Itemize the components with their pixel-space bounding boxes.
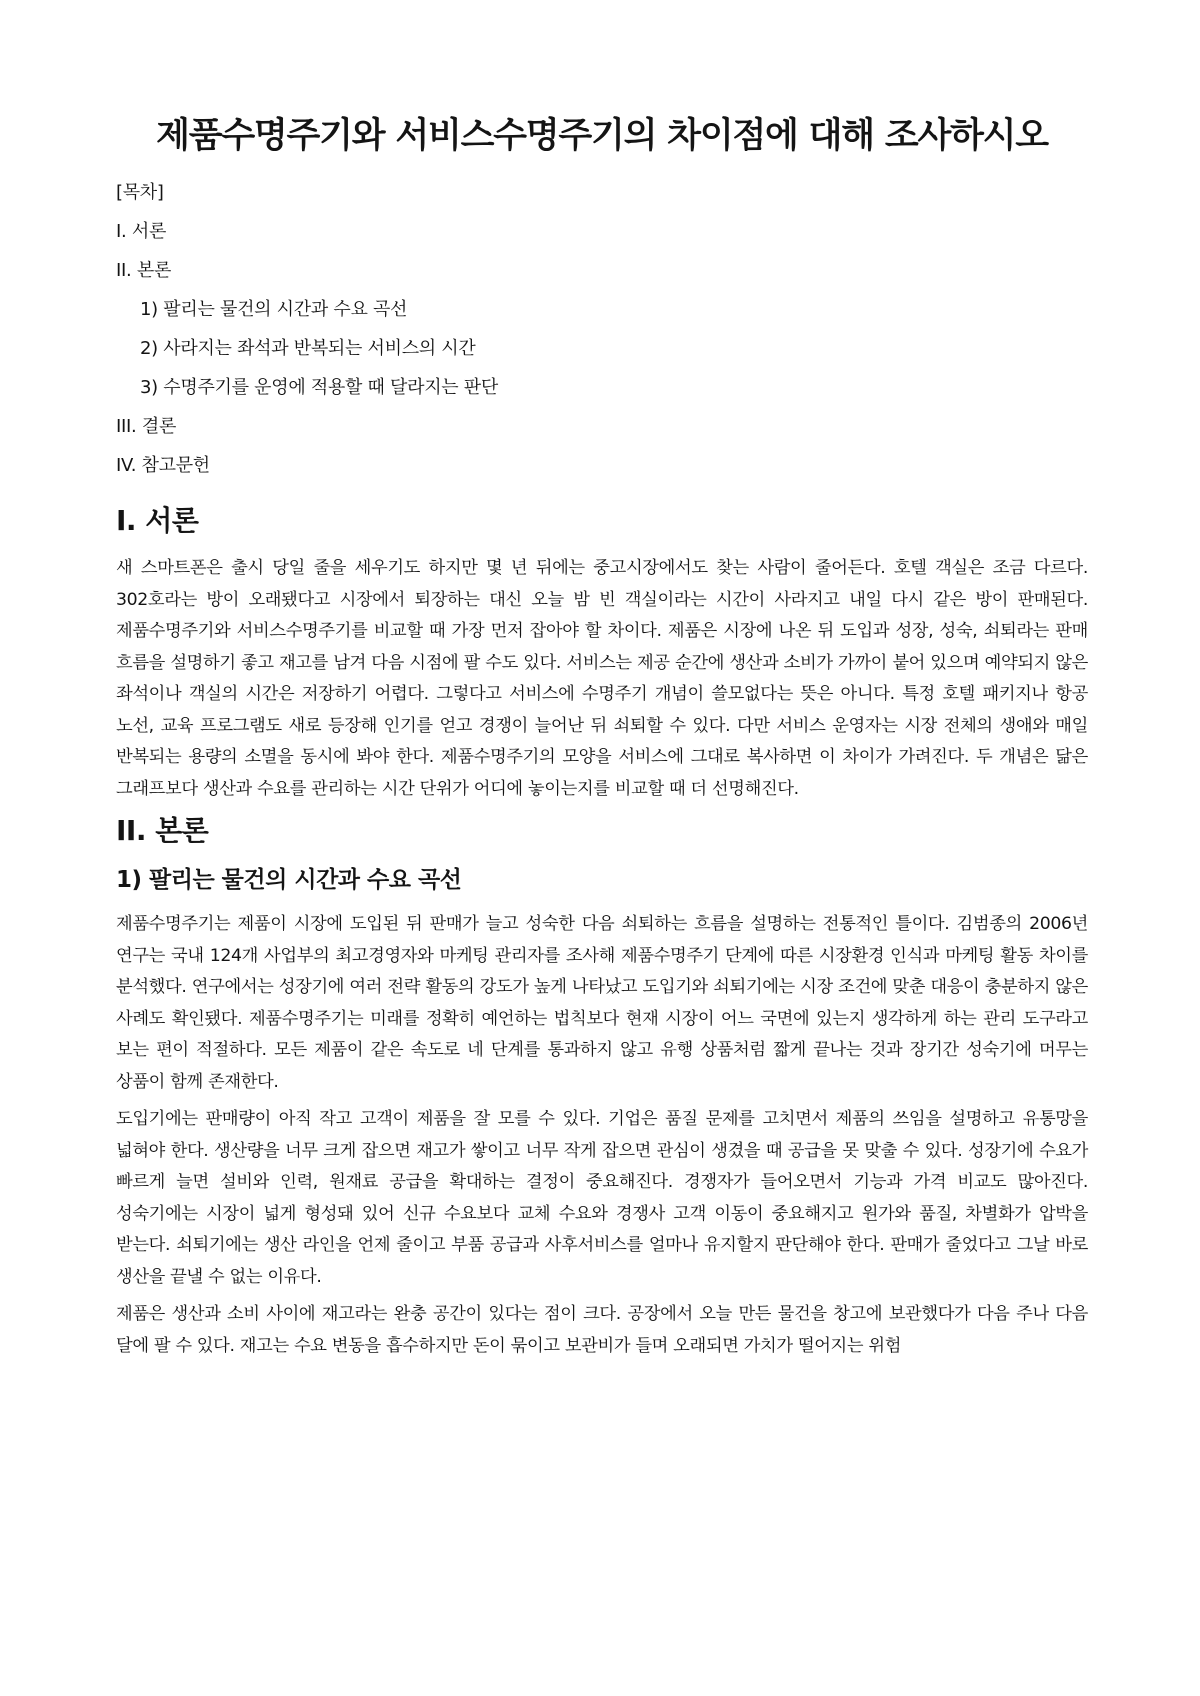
body-heading: II. 본론 [116,814,209,847]
intro-heading: I. 서론 [116,504,199,537]
body-paragraph: 제품은 생산과 소비 사이에 재고라는 완충 공간이 있다는 점이 크다. 공장에서 오늘 만든 물건을 창고에 보관했다가 다음 주나 다음 달에 팔 수 있다. 재고는 수요 변동을 흡수하지만 돈이 묶이고 보관비가 들며 오래되면 가치가 떨어지는 위험 [116,1304,1088,1356]
toc-subitem: 1) 팔리는 물건의 시간과 수요 곡선 [140,299,408,320]
toc-item: I. 서론 [116,221,167,242]
body-paragraph: 도입기에는 판매량이 아직 작고 고객이 제품을 잘 모를 수 있다. 기업은 품질 문제를 고치면서 제품의 쓰임을 설명하고 유통망을 넓혀야 한다. 생산량을 너무 크게 잡으면 재고가 쌓이고 너무 작게 잡으면 관심이 생겼을 때 공급을 못 맞출 수 있다. 성장기에 수요가 빠르게 늘면 설비와 인력, 원재료 공급을 확대하는 결정이 중요해진다. 경쟁자가 들어오면서 기능과 가격 비교도 많아진다. 성숙기에는 시장이 넓게 형성돼 있어 신규 수요보다 교체 수요와 경쟁사 고객 이동이 중요해지고 원가와 품질, 차별화가 압박을 받는다. 쇠퇴기에는 생산 라인을 언제 줄이고 부품 공급과 사후서비스를 얼마나 유지할지 판단해야 한다. 판매가 줄었다고 그날 바로 생산을 끝낼 수 없는 이유다. [116,1109,1088,1287]
body-paragraph: 제품수명주기는 제품이 시장에 도입된 뒤 판매가 늘고 성숙한 다음 쇠퇴하는 흐름을 설명하는 전통적인 틀이다. 김범종의 2006년 연구는 국내 124개 사업부의 최고경영자와 마케팅 관리자를 조사해 제품수명주기 단계에 따른 시장환경 인식과 마케팅 활동 차이를 분석했다. 연구에서는 성장기에 여러 전략 활동의 강도가 높게 나타났고 도입기와 쇠퇴기에는 시장 조건에 맞춘 대응이 충분하지 않은 사례도 확인됐다. 제품수명주기는 미래를 정확히 예언하는 법칙보다 현재 시장이 어느 국면에 있는지 생각하게 하는 관리 도구라고 보는 편이 적절하다. 모든 제품이 같은 속도로 네 단계를 통과하지 않고 유행 상품처럼 짧게 끝나는 것과 장기간 성숙기에 머무는 상품이 함께 존재한다. [116,914,1088,1092]
toc-subitem: 3) 수명주기를 운영에 적용할 때 달라지는 판단 [140,377,498,398]
document-title: 제품수명주기와 서비스수명주기의 차이점에 대해 조사하시오 [156,116,1048,156]
toc-item: II. 본론 [116,260,172,281]
table-of-contents [116,182,1088,477]
toc-item: III. 결론 [116,416,177,437]
intro-paragraph: 새 스마트폰은 출시 당일 줄을 세우기도 하지만 몇 년 뒤에는 중고시장에서도 찾는 사람이 줄어든다. 호텔 객실은 조금 다르다. 302호라는 방이 오래됐다고 시장에서 퇴장하는 대신 오늘 밤 빈 객실이라는 시간이 사라지고 내일 다시 같은 방이 판매된다. 제품수명주기와 서비스수명주기를 비교할 때 가장 먼저 잡아야 할 차이다. 제품은 시장에 나온 뒤 도입과 성장, 성숙, 쇠퇴라는 판매 흐름을 설명하기 좋고 재고를 남겨 다음 시점에 팔 수도 있다. 서비스는 제공 순간에 생산과 소비가 가까이 붙어 있으며 예약되지 않은 좌석이나 객실의 시간은 저장하기 어렵다. 그렇다고 서비스에 수명주기 개념이 쓸모없다는 뜻은 아니다. 특정 호텔 패키지나 항공 노선, 교육 프로그램도 새로 등장해 인기를 얻고 경쟁이 늘어난 뒤 쇠퇴할 수 있다. 다만 서비스 운영자는 시장 전체의 생애와 매일 반복되는 용량의 소멸을 동시에 봐야 한다. 제품수명주기의 모양을 서비스에 그대로 복사하면 이 차이가 가려진다. 두 개념은 닮은 그래프보다 생산과 수요를 관리하는 시간 단위가 어디에 놓이는지를 비교할 때 더 선명해진다. [116,558,1088,799]
toc-subitem: 2) 사라지는 좌석과 반복되는 서비스의 시간 [140,338,476,359]
toc-item: IV. 참고문헌 [116,455,210,476]
toc-label: [목차] [116,182,164,203]
subsection-heading: 1) 팔리는 물건의 시간과 수요 곡선 [116,867,462,893]
